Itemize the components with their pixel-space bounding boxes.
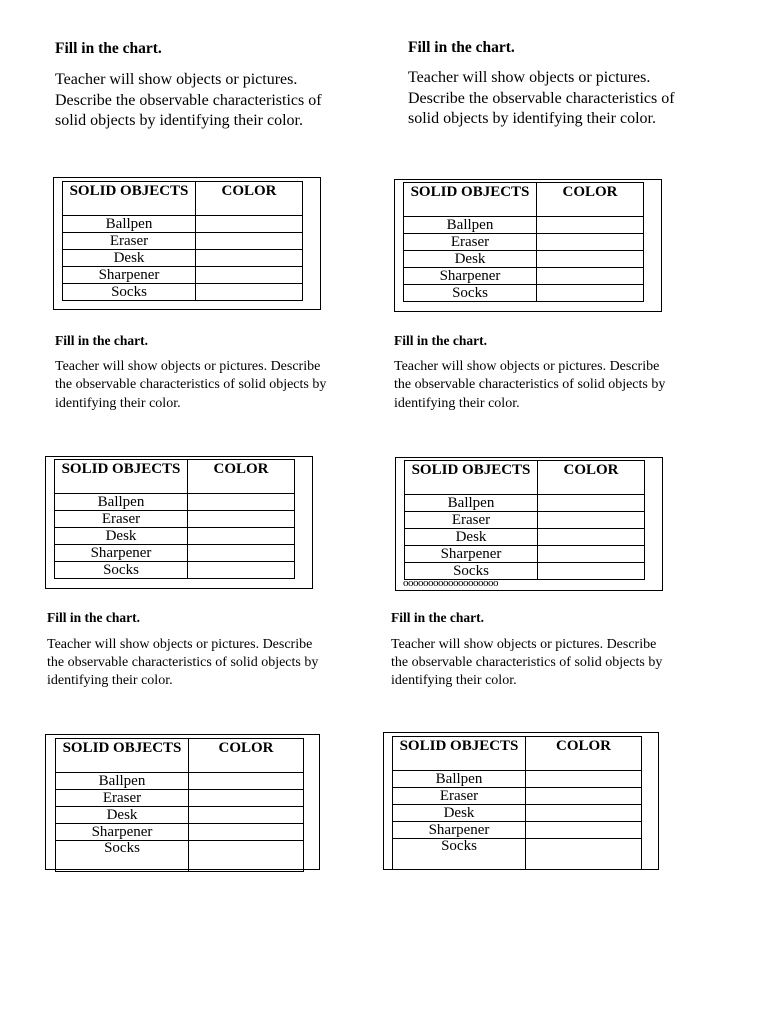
color-answer-cell[interactable] [196, 267, 303, 284]
stray-scribble-text: ooooooooooooooooooo [403, 577, 498, 589]
solid-objects-header: SOLID OBJECTS [404, 183, 537, 217]
card-instructions: Teacher will show objects or pictures. Describe the observable characteristics of solid objects by identifying their color. [391, 637, 663, 688]
color-answer-cell[interactable] [188, 494, 295, 511]
color-answer-cell[interactable] [196, 233, 303, 250]
object-name: Socks [393, 839, 526, 870]
color-answer-cell[interactable] [189, 773, 304, 790]
object-name: Ballpen [56, 773, 189, 790]
card-heading: Fill in the chart. [47, 610, 140, 625]
card-instructions: Teacher will show objects or pictures. Describe the observable characteristics of solid objects by identifying their color. [47, 637, 319, 688]
object-name: Ballpen [63, 216, 196, 233]
object-name: Sharpener [63, 267, 196, 284]
object-name: Ballpen [393, 771, 526, 788]
color-answer-cell[interactable] [188, 528, 295, 545]
object-name: Eraser [55, 511, 188, 528]
worksheet-card-1 [55, 40, 355, 315]
color-answer-cell[interactable] [526, 805, 642, 822]
color-answer-cell[interactable] [188, 511, 295, 528]
color-answer-cell[interactable] [189, 824, 304, 841]
card-instructions: Teacher will show objects or pictures. Describe the observable characteristics of solid objects by identifying their color. [408, 69, 675, 127]
card-instructions: Teacher will show objects or pictures. Describe the observable characteristics of solid objects by identifying their color. [394, 359, 666, 411]
object-name: Desk [56, 807, 189, 824]
worksheet-card-3 [55, 333, 355, 593]
card-instructions: Teacher will show objects or pictures. Describe the observable characteristics of solid objects by identifying their color. [55, 71, 322, 129]
worksheet-card-5 [47, 610, 347, 875]
object-name: Desk [404, 251, 537, 268]
color-answer-cell[interactable] [189, 841, 304, 872]
color-answer-cell[interactable] [188, 545, 295, 562]
color-answer-cell[interactable] [189, 807, 304, 824]
solid-objects-header: SOLID OBJECTS [405, 461, 538, 495]
object-name: Sharpener [56, 824, 189, 841]
objects-table [403, 182, 644, 302]
object-name: Eraser [393, 788, 526, 805]
object-name: Sharpener [405, 546, 538, 563]
object-name: Sharpener [55, 545, 188, 562]
color-answer-cell[interactable] [537, 285, 644, 302]
card-heading: Fill in the chart. [391, 610, 484, 625]
object-name: Ballpen [404, 217, 537, 234]
object-name: Ballpen [55, 494, 188, 511]
object-name: Eraser [56, 790, 189, 807]
object-name: Socks [55, 562, 188, 579]
color-answer-cell[interactable] [538, 546, 645, 563]
color-answer-cell[interactable] [537, 217, 644, 234]
color-answer-cell[interactable] [537, 251, 644, 268]
color-answer-cell[interactable] [538, 495, 645, 512]
object-name: Sharpener [393, 822, 526, 839]
color-answer-cell[interactable] [537, 234, 644, 251]
card-heading: Fill in the chart. [55, 40, 162, 57]
color-answer-cell[interactable] [526, 839, 642, 870]
color-answer-cell[interactable] [538, 529, 645, 546]
color-answer-cell[interactable] [526, 788, 642, 805]
solid-objects-header: SOLID OBJECTS [56, 739, 189, 773]
card-instructions: Teacher will show objects or pictures. Describe the observable characteristics of solid objects by identifying their color. [55, 359, 327, 411]
object-name: Desk [55, 528, 188, 545]
objects-table [404, 460, 645, 580]
color-header: COLOR [526, 737, 642, 771]
color-header: COLOR [537, 183, 644, 217]
solid-objects-header: SOLID OBJECTS [55, 460, 188, 494]
object-name: Desk [63, 250, 196, 267]
object-name: Desk [405, 529, 538, 546]
color-header: COLOR [538, 461, 645, 495]
color-answer-cell[interactable] [196, 284, 303, 301]
card-heading: Fill in the chart. [394, 333, 487, 348]
objects-table [62, 181, 303, 301]
object-name: Socks [56, 841, 189, 872]
color-header: COLOR [188, 460, 295, 494]
object-name: Eraser [405, 512, 538, 529]
color-answer-cell[interactable] [538, 563, 645, 580]
objects-table [392, 736, 642, 870]
solid-objects-header: SOLID OBJECTS [63, 182, 196, 216]
object-name: Socks [405, 563, 538, 580]
object-name: Desk [393, 805, 526, 822]
card-heading: Fill in the chart. [55, 333, 148, 348]
objects-table [55, 738, 304, 872]
color-answer-cell[interactable] [196, 216, 303, 233]
object-name: Socks [63, 284, 196, 301]
color-header: COLOR [189, 739, 304, 773]
worksheet-card-4 [394, 333, 694, 593]
worksheet-card-6 [391, 610, 691, 875]
object-name: Ballpen [405, 495, 538, 512]
card-heading: Fill in the chart. [408, 39, 515, 56]
color-answer-cell[interactable] [196, 250, 303, 267]
solid-objects-header: SOLID OBJECTS [393, 737, 526, 771]
worksheet-card-2 [408, 39, 708, 314]
object-name: Eraser [404, 234, 537, 251]
objects-table [54, 459, 295, 579]
color-header: COLOR [196, 182, 303, 216]
object-name: Eraser [63, 233, 196, 250]
color-answer-cell[interactable] [537, 268, 644, 285]
color-answer-cell[interactable] [538, 512, 645, 529]
color-answer-cell[interactable] [526, 822, 642, 839]
color-answer-cell[interactable] [526, 771, 642, 788]
color-answer-cell[interactable] [189, 790, 304, 807]
object-name: Socks [404, 285, 537, 302]
color-answer-cell[interactable] [188, 562, 295, 579]
object-name: Sharpener [404, 268, 537, 285]
